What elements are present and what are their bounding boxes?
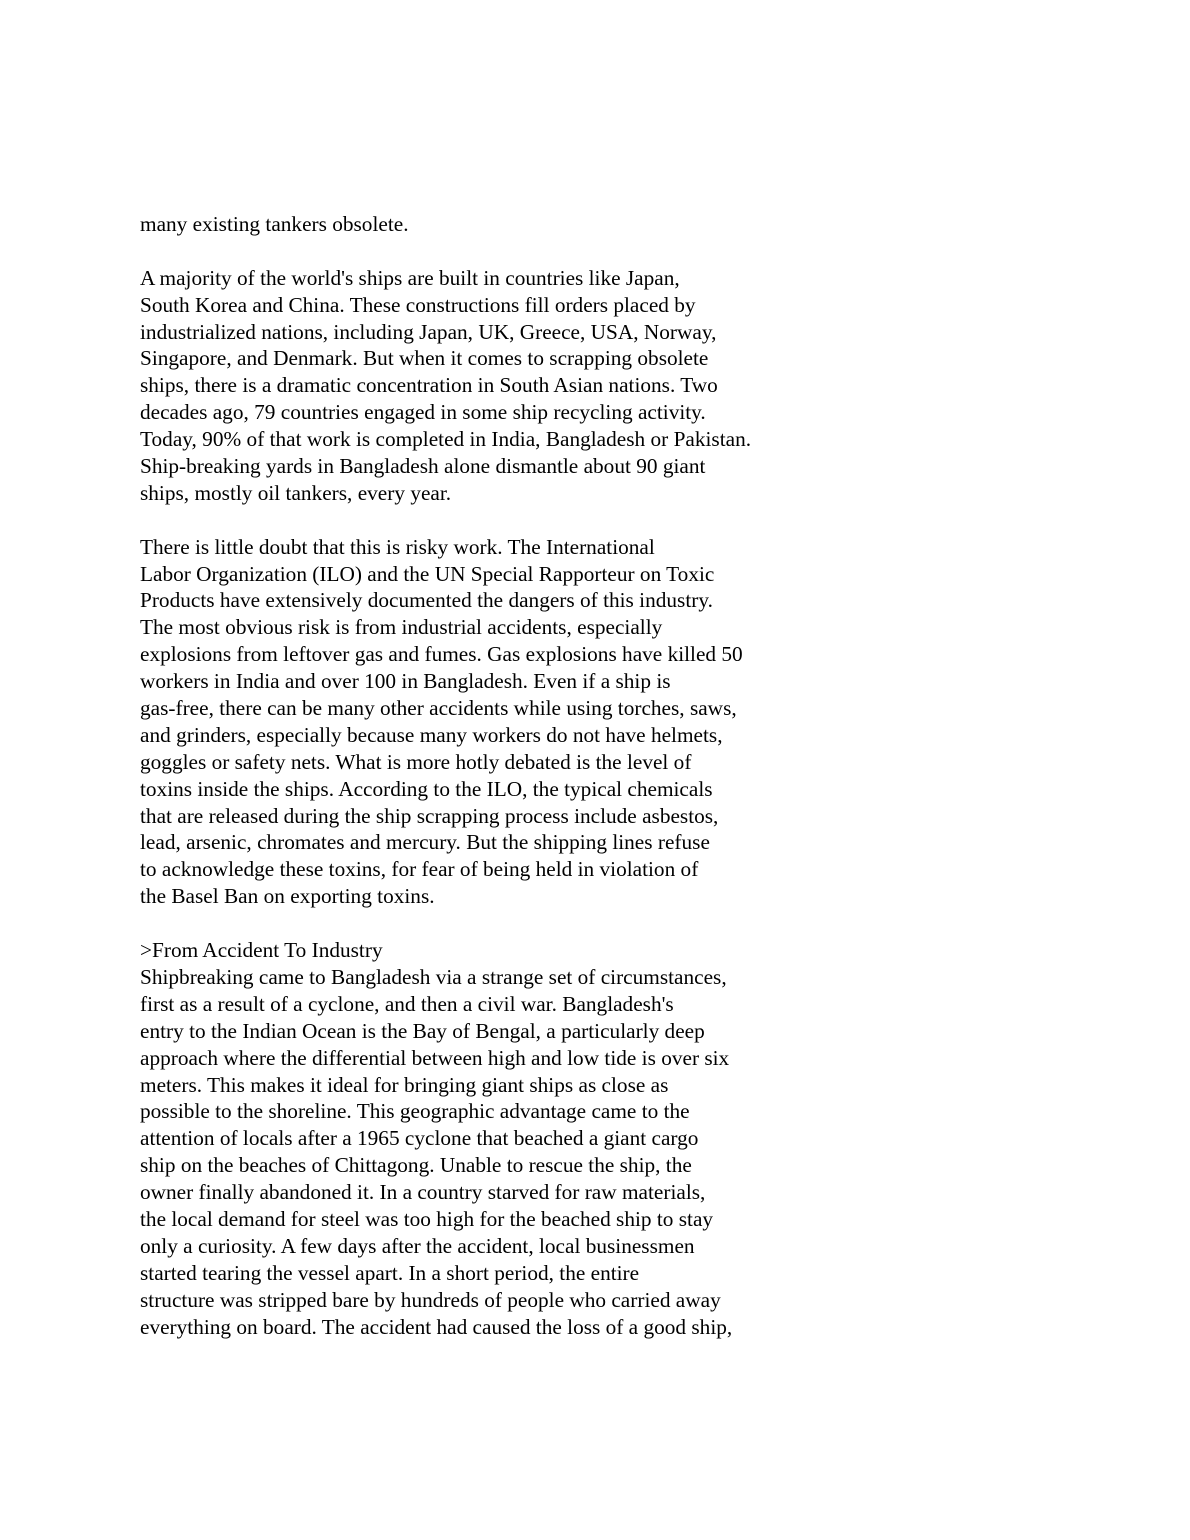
- text-line: many existing tankers obsolete.: [140, 212, 409, 236]
- text-line: lead, arsenic, chromates and mercury. But the shipping lines refuse: [140, 830, 710, 855]
- text-line: owner finally abandoned it. In a country starved for raw materials,: [140, 1180, 706, 1205]
- text-line: A majority of the world's ships are built in countries like Japan,: [140, 265, 680, 290]
- text-line: Products have extensively documented the dangers of this industry.: [140, 588, 713, 613]
- paragraph-gap: [140, 910, 860, 937]
- text-line: possible to the shoreline. This geographic advantage came to the: [140, 1099, 690, 1124]
- text-line: Ship-breaking yards in Bangladesh alone dismantle about 90 giant: [140, 454, 706, 479]
- text-line: The most obvious risk is from industrial accidents, especially: [140, 615, 663, 640]
- text-line: the Basel Ban on exporting toxins.: [140, 884, 435, 909]
- text-line: ships, there is a dramatic concentration in South Asian nations. Two: [140, 373, 718, 398]
- text-line: goggles or safety nets. What is more hotly debated is the level of: [140, 749, 692, 774]
- text-line: Labor Organization (ILO) and the UN Special Rapporteur on Toxic: [140, 561, 715, 586]
- text-line: Today, 90% of that work is completed in India, Bangladesh or Pakistan.: [140, 427, 752, 452]
- section-heading: >From Accident To Industry: [140, 938, 383, 963]
- text-line: entry to the Indian Ocean is the Bay of Bengal, a particularly deep: [140, 1018, 705, 1043]
- text-line: attention of locals after a 1965 cyclone that beached a giant cargo: [140, 1126, 699, 1151]
- text-line: only a curiosity. A few days after the accident, local businessmen: [140, 1233, 695, 1258]
- paragraph-intro-tail: [140, 211, 860, 238]
- text-line: that are released during the ship scrapping process include asbestos,: [140, 803, 719, 828]
- text-line: There is little doubt that this is risky work. The International: [140, 534, 655, 559]
- text-line: decades ago, 79 countries engaged in some ship recycling activity.: [140, 400, 706, 425]
- text-line: first as a result of a cyclone, and then a civil war. Bangladesh's: [140, 991, 674, 1016]
- text-line: to acknowledge these toxins, for fear of being held in violation of: [140, 857, 699, 882]
- text-line: industrialized nations, including Japan, UK, Greece, USA, Norway,: [140, 319, 717, 344]
- text-line: started tearing the vessel apart. In a short period, the entire: [140, 1260, 640, 1285]
- text-line: South Korea and China. These constructions fill orders placed by: [140, 292, 696, 317]
- text-line: meters. This makes it ideal for bringing giant ships as close as: [140, 1072, 669, 1097]
- text-line: gas-free, there can be many other accidents while using torches, saws,: [140, 696, 737, 721]
- paragraph-risky-work: [140, 534, 860, 910]
- text-line: toxins inside the ships. According to the ILO, the typical chemicals: [140, 776, 713, 801]
- text-line: Singapore, and Denmark. But when it comes to scrapping obsolete: [140, 346, 709, 371]
- text-line: Shipbreaking came to Bangladesh via a strange set of circumstances,: [140, 964, 727, 989]
- paragraph-gap: [140, 507, 860, 534]
- text-line: ship on the beaches of Chittagong. Unable to rescue the ship, the: [140, 1153, 692, 1178]
- text-line: approach where the differential between high and low tide is over six: [140, 1045, 730, 1070]
- paragraph-shipbuilding: [140, 265, 860, 507]
- text-line: workers in India and over 100 in Bangladesh. Even if a ship is: [140, 669, 671, 694]
- document-body: [140, 211, 860, 1340]
- text-line: the local demand for steel was too high for the beached ship to stay: [140, 1206, 714, 1231]
- text-line: ships, mostly oil tankers, every year.: [140, 480, 452, 505]
- paragraph-accident-to-industry: [140, 937, 860, 1340]
- paragraph-gap: [140, 238, 860, 265]
- text-line: structure was stripped bare by hundreds of people who carried away: [140, 1287, 721, 1312]
- text-line: and grinders, especially because many workers do not have helmets,: [140, 722, 723, 747]
- text-line: explosions from leftover gas and fumes. Gas explosions have killed 50: [140, 642, 743, 667]
- text-line: everything on board. The accident had caused the loss of a good ship,: [140, 1314, 733, 1339]
